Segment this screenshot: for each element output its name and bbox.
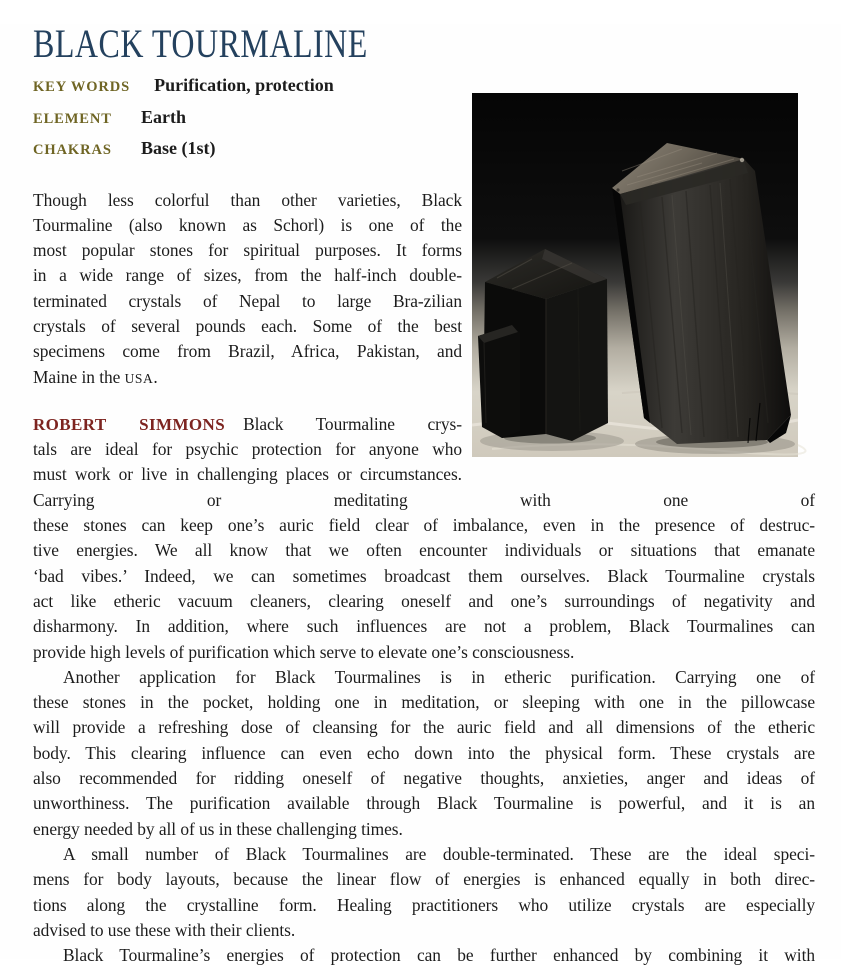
highlight-sparkle <box>616 188 619 191</box>
author-label: ROBERT SIMMONS <box>33 415 225 434</box>
text-line: these stones in the pocket, holding one in meditation, or sleeping with one in the pillowcase <box>33 690 815 715</box>
text-line: ‘bad vibes.’ Indeed, we can sometimes broadcast them ourselves. Black Tourmaline crystals <box>33 564 815 589</box>
text-line: must work or live in challenging places or circumstances. Carrying or meditating with one of <box>33 462 815 513</box>
text-line: ROBERT SIMMONS Black Tourmaline crys- <box>33 412 815 437</box>
small-crystal <box>478 249 608 441</box>
continuation-paragraph <box>33 943 815 968</box>
text-line: specimens come from Brazil, Africa, Pakistan, and <box>33 339 815 364</box>
smallcaps-text: USA <box>125 371 154 386</box>
text-line: act like etheric vacuum cleaners, clearing oneself and one’s surroundings of negativity and <box>33 589 815 614</box>
text-line: also recommended for ridding oneself of negative thoughts, anxieties, anger and ideas of <box>33 766 815 791</box>
text-line: terminated crystals of Nepal to large Bra-zilian <box>33 289 815 314</box>
double-terminated-paragraph <box>33 842 815 943</box>
property-value: Purification, protection <box>154 75 334 95</box>
text-line: advised to use these with their clients. <box>33 918 815 943</box>
text-line: will provide a refreshing dose of cleansing for the auric field and all dimensions of the etheric <box>33 715 815 740</box>
text-line: A small number of Black Tourmalines are double-terminated. These are the ideal speci- <box>33 842 815 867</box>
text-line: disharmony. In addition, where such influences are not a problem, Black Tourmalines can <box>33 614 815 639</box>
text-line: Tourmaline (also known as Schorl) is one of the <box>33 213 815 238</box>
text-line: energy needed by all of us in these challenging times. <box>33 817 815 842</box>
property-value: Base (1st) <box>141 138 216 158</box>
purification-paragraph <box>33 665 815 842</box>
page-title: BLACK TOURMALINE <box>33 24 815 62</box>
text-line: body. This clearing influence can even echo down into the physical form. These crystals are <box>33 741 815 766</box>
article-content <box>33 71 815 968</box>
text-line: Maine in the USA. <box>33 365 815 391</box>
property-label: CHAKRAS <box>33 136 117 166</box>
property-label: ELEMENT <box>33 105 117 135</box>
text-line: unworthiness. The purification available through Black Tourmaline is powerful, and it is an <box>33 791 815 816</box>
highlight-sparkle <box>740 158 744 162</box>
property-label: KEY WORDS <box>33 73 130 103</box>
text-line: Another application for Black Tourmalines is in etheric purification. Carrying one of <box>33 665 815 690</box>
crystal-photo <box>472 93 798 457</box>
crystal-photo-image <box>472 93 798 457</box>
text-line: provide high levels of purification which serve to elevate one’s consciousness. <box>33 640 815 665</box>
property-value: Earth <box>141 107 186 127</box>
text-line: in a wide range of sizes, from the half-inch double- <box>33 263 815 288</box>
text-line: most popular stones for spiritual purposes. It forms <box>33 238 815 263</box>
text-line: Though less colorful than other varieties, Black <box>33 188 815 213</box>
text-line: tals are ideal for psychic protection for anyone who <box>33 437 815 462</box>
text-line: mens for body layouts, because the linear flow of energies is enhanced equally in both direc- <box>33 867 815 892</box>
text-line: these stones can keep one’s auric field clear of imbalance, even in the presence of destruc- <box>33 513 815 538</box>
text-line: Black Tourmaline’s energies of protection can be further enhanced by combining it with <box>33 943 815 968</box>
book-page <box>0 24 841 959</box>
text-line: crystals of several pounds each. Some of the best <box>33 314 815 339</box>
text-line: tive energies. We all know that we often encounter individuals or situations that emanate <box>33 538 815 563</box>
text-line: tions along the crystalline form. Healing practitioners who utilize crystals are especially <box>33 893 815 918</box>
